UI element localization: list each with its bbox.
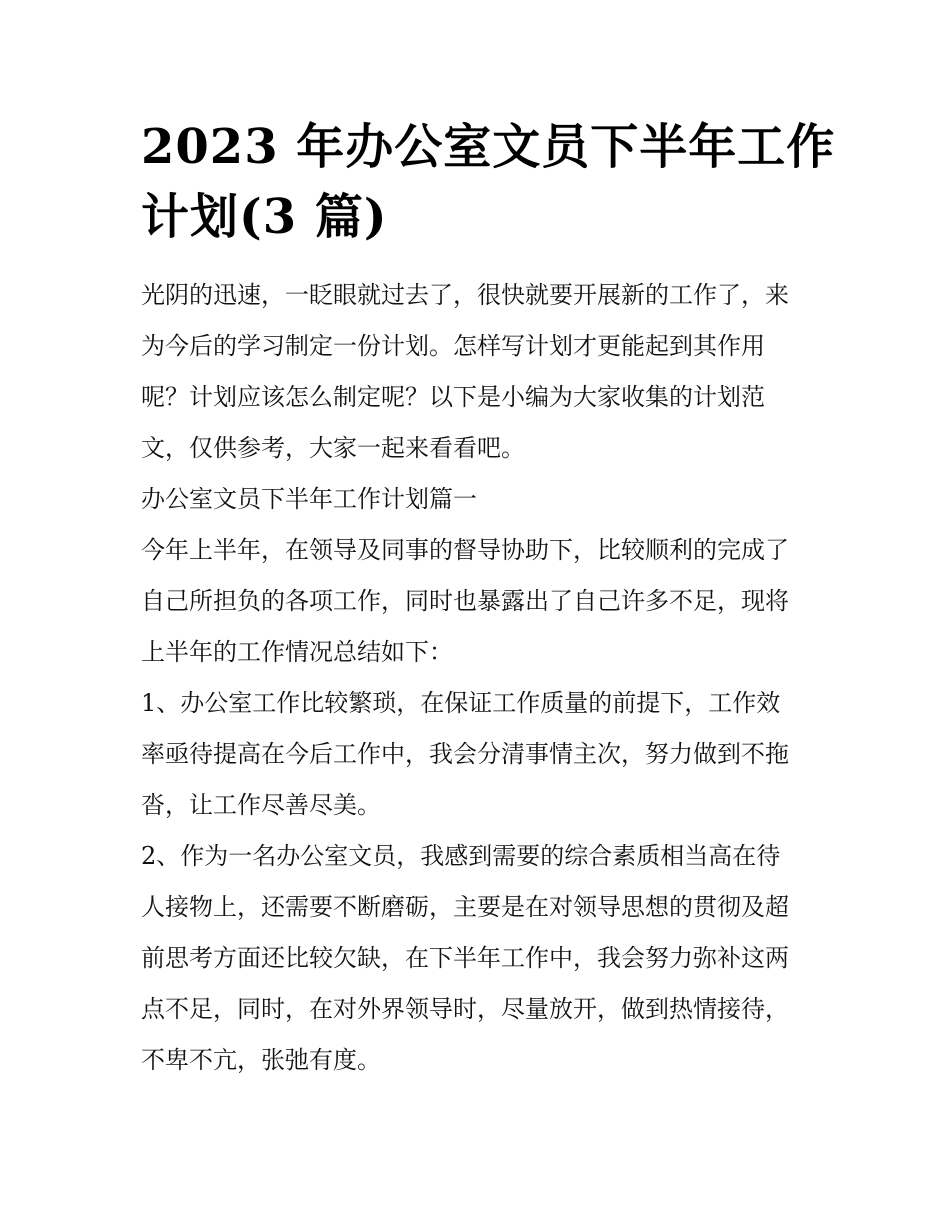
item2-line-1: 2、作为一名办公室文员，我感到需要的综合素质相当高在待 [141,842,781,870]
item2-line-4: 点不足，同时，在对外界领导时，尽量放开，做到热情接待， [141,995,789,1023]
section-intro-paragraph [141,525,821,678]
list-item-1 [141,678,821,831]
intro-line-3: 呢？计划应该怎么制定呢？以下是小编为大家收集的计划范 [141,383,765,411]
title-line-1: 2023 年办公室文员下半年工作 [141,119,836,175]
intro-line-1: 光阴的迅速，一眨眼就过去了，很快就要开展新的工作了，来 [141,281,789,309]
section-intro-line-1: 今年上半年，在领导及同事的督导协助下，比较顺利的完成了 [141,536,789,564]
section-heading: 办公室文员下半年工作计划篇一 [141,485,477,513]
section-intro-line-3: 上半年的工作情况总结如下： [141,638,453,666]
item1-line-1: 1、办公室工作比较繁琐，在保证工作质量的前提下，工作效 [141,689,781,717]
item2-line-3: 前思考方面还比较欠缺，在下半年工作中，我会努力弥补这两 [141,944,789,972]
item2-line-2: 人接物上，还需要不断磨砺，主要是在对领导思想的贯彻及超 [141,893,789,921]
document-body [141,270,821,1086]
list-item-2 [141,831,821,1086]
item2-line-5: 不卑不亢，张弛有度。 [141,1046,381,1074]
document-content [141,112,836,1086]
section-intro-line-2: 自己所担负的各项工作，同时也暴露出了自己许多不足，现将 [141,587,789,615]
title-line-2: 计划(3 篇) [141,189,388,245]
intro-paragraph [141,270,821,474]
intro-line-2: 为今后的学习制定一份计划。怎样写计划才更能起到其作用 [141,332,765,360]
intro-line-4: 文，仅供参考，大家一起来看看吧。 [141,434,525,462]
item1-line-2: 率亟待提高在今后工作中，我会分清事情主次，努力做到不拖 [141,740,789,768]
document-title [141,112,836,252]
item1-line-3: 沓，让工作尽善尽美。 [141,791,381,819]
